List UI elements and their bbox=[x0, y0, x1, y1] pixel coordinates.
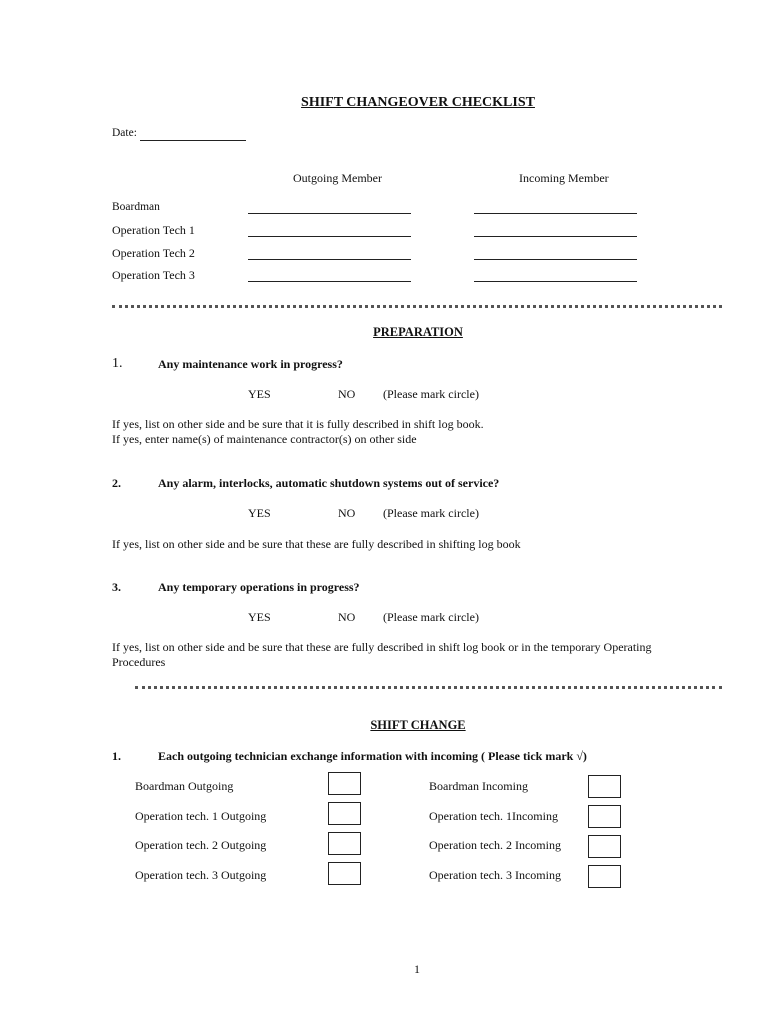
boardman-outgoing-label: Boardman Outgoing bbox=[135, 779, 234, 793]
tech1-incoming-label: Operation tech. 1Incoming bbox=[429, 809, 558, 823]
incoming-boardman-field[interactable] bbox=[474, 213, 637, 214]
tech2-incoming-label: Operation tech. 2 Incoming bbox=[429, 838, 561, 852]
member-label-operation-tech-3: Operation Tech 3 bbox=[112, 268, 195, 282]
outgoing-boardman-field[interactable] bbox=[248, 213, 411, 214]
yes-option[interactable]: YES bbox=[248, 506, 271, 520]
instruction-text: If yes, list on other side and be sure that these are fully described in shifting log book bbox=[112, 537, 521, 551]
mark-circle-note: (Please mark circle) bbox=[383, 506, 479, 520]
instruction-text: If yes, list on other side and be sure that these are fully described in shift log book or in the temporary Operating bbox=[112, 640, 652, 654]
question-temporary-operations: Any temporary operations in progress? bbox=[158, 580, 360, 594]
boardman-incoming-checkbox[interactable] bbox=[588, 775, 621, 798]
question-information-exchange: Each outgoing technician exchange information with incoming ( Please tick mark √) bbox=[158, 749, 587, 763]
yes-option[interactable]: YES bbox=[248, 387, 271, 401]
tech1-outgoing-checkbox[interactable] bbox=[328, 802, 361, 825]
question-number: 1. bbox=[112, 356, 123, 371]
member-label-operation-tech-1: Operation Tech 1 bbox=[112, 223, 195, 237]
incoming-tech1-field[interactable] bbox=[474, 236, 637, 237]
instruction-text: Procedures bbox=[112, 655, 166, 669]
outgoing-tech3-field[interactable] bbox=[248, 281, 411, 282]
tech2-outgoing-checkbox[interactable] bbox=[328, 832, 361, 855]
tech1-outgoing-label: Operation tech. 1 Outgoing bbox=[135, 809, 267, 823]
tech3-incoming-label: Operation tech. 3 Incoming bbox=[429, 868, 561, 882]
boardman-outgoing-checkbox[interactable] bbox=[328, 772, 361, 795]
outgoing-tech2-field[interactable] bbox=[248, 259, 411, 260]
question-number: 3. bbox=[112, 580, 121, 594]
section-divider bbox=[135, 686, 722, 689]
mark-circle-note: (Please mark circle) bbox=[383, 387, 479, 401]
question-number: 2. bbox=[112, 476, 121, 490]
page-number: 1 bbox=[414, 962, 420, 976]
outgoing-member-header: Outgoing Member bbox=[293, 171, 382, 185]
mark-circle-note: (Please mark circle) bbox=[383, 610, 479, 624]
outgoing-tech1-field[interactable] bbox=[248, 236, 411, 237]
member-label-operation-tech-2: Operation Tech 2 bbox=[112, 246, 195, 260]
tech3-outgoing-label: Operation tech. 3 Outgoing bbox=[135, 868, 267, 882]
tech2-incoming-checkbox[interactable] bbox=[588, 835, 621, 858]
incoming-member-header: Incoming Member bbox=[519, 171, 609, 185]
boardman-incoming-label: Boardman Incoming bbox=[429, 779, 528, 793]
instruction-text: If yes, list on other side and be sure that it is fully described in shift log book. bbox=[112, 417, 484, 431]
question-number: 1. bbox=[112, 749, 121, 763]
date-field[interactable] bbox=[140, 140, 246, 141]
instruction-text: If yes, enter name(s) of maintenance contractor(s) on other side bbox=[112, 432, 417, 446]
section-divider bbox=[112, 305, 722, 308]
document-title: SHIFT CHANGEOVER CHECKLIST bbox=[301, 95, 535, 110]
member-label-boardman: Boardman bbox=[112, 201, 160, 213]
no-option[interactable]: NO bbox=[338, 506, 356, 520]
tech3-incoming-checkbox[interactable] bbox=[588, 865, 621, 888]
shift-change-heading: SHIFT CHANGE bbox=[370, 718, 466, 732]
no-option[interactable]: NO bbox=[338, 387, 356, 401]
yes-option[interactable]: YES bbox=[248, 610, 271, 624]
tech2-outgoing-label: Operation tech. 2 Outgoing bbox=[135, 838, 267, 852]
tech3-outgoing-checkbox[interactable] bbox=[328, 862, 361, 885]
incoming-tech2-field[interactable] bbox=[474, 259, 637, 260]
no-option[interactable]: NO bbox=[338, 610, 356, 624]
date-label: Date: bbox=[112, 127, 137, 139]
incoming-tech3-field[interactable] bbox=[474, 281, 637, 282]
tech1-incoming-checkbox[interactable] bbox=[588, 805, 621, 828]
preparation-heading: PREPARATION bbox=[373, 325, 463, 339]
question-alarms: Any alarm, interlocks, automatic shutdown systems out of service? bbox=[158, 476, 500, 490]
question-maintenance: Any maintenance work in progress? bbox=[158, 357, 343, 371]
